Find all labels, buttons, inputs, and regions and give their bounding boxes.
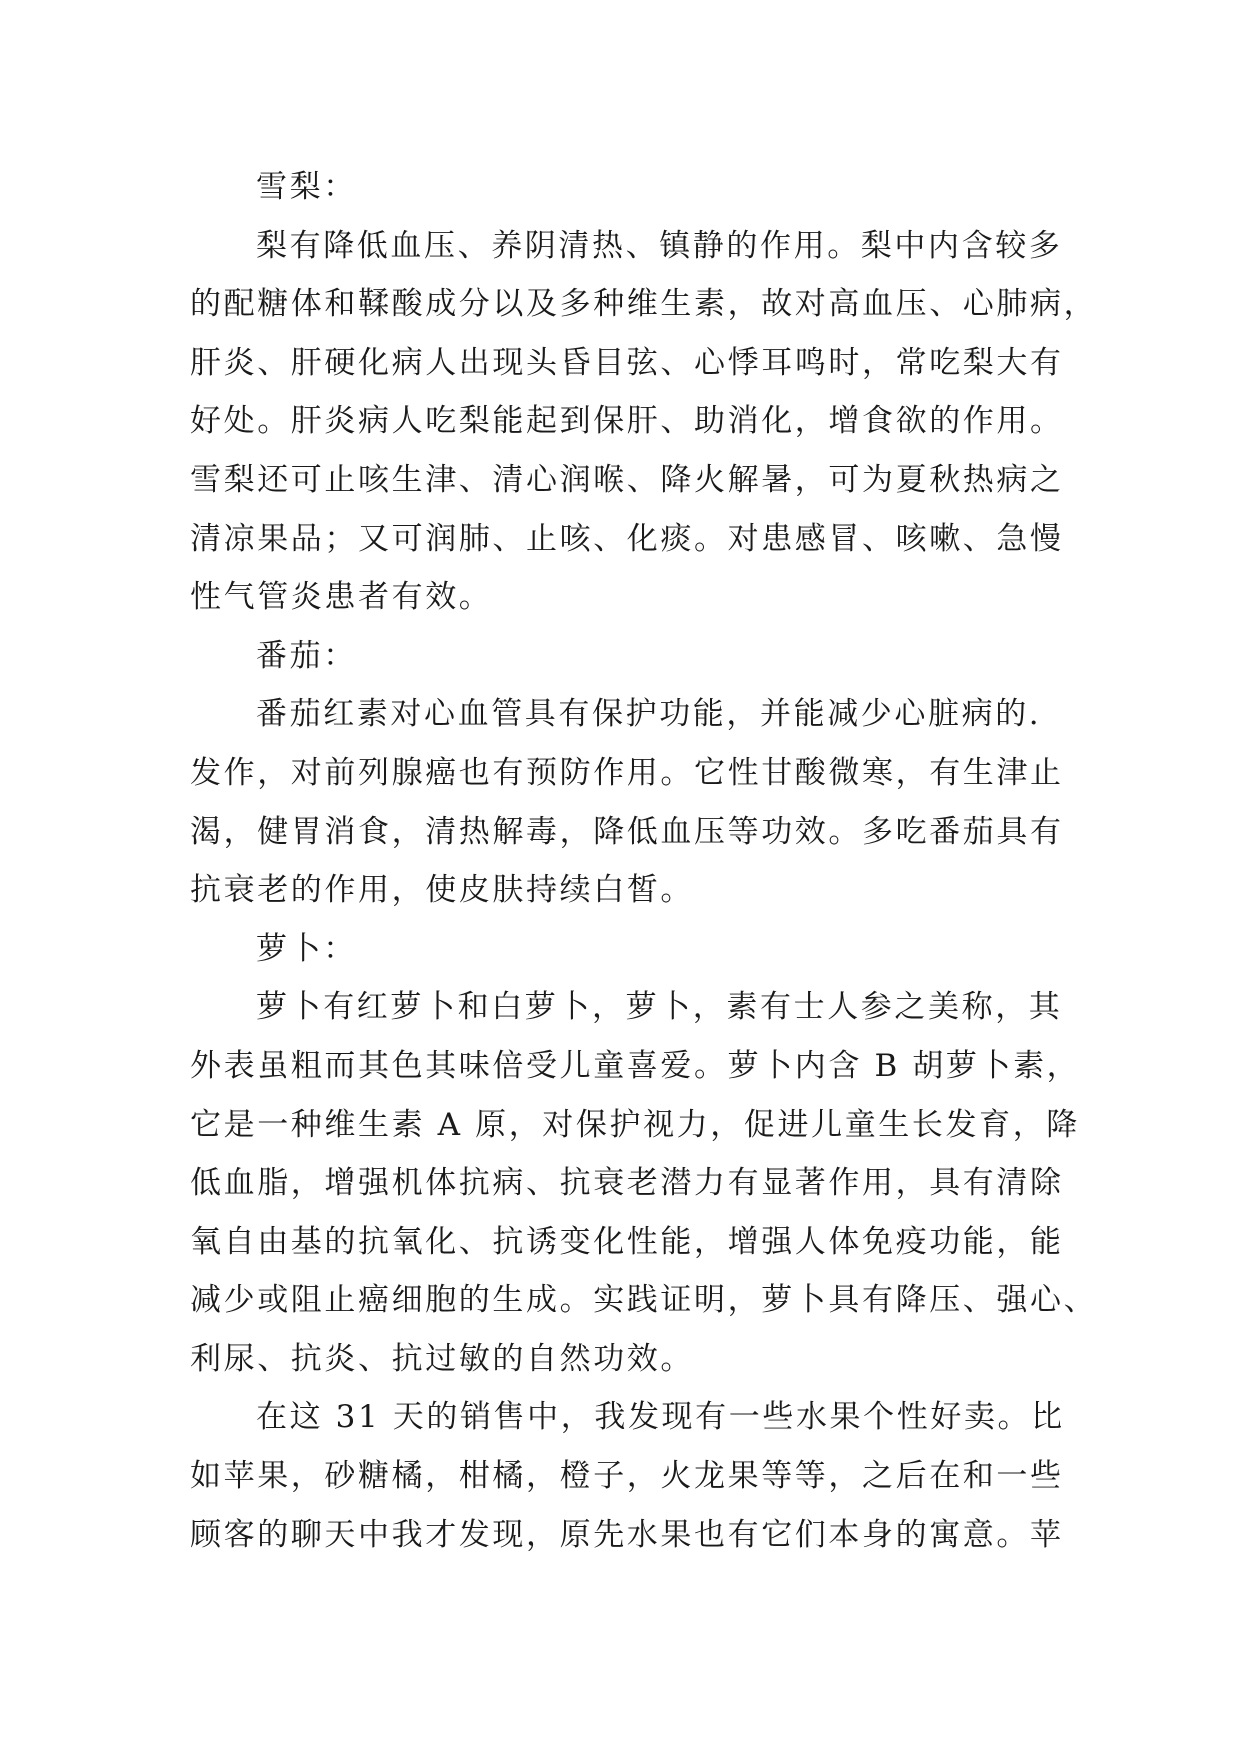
text-line: 顾客的聊天中我才发现，原先水果也有它们本身的寓意。苹 xyxy=(190,1516,1064,1553)
text-line: 番茄红素对心血管具有保护功能，并能减少心脏病的. xyxy=(256,696,1042,733)
heading-tomato xyxy=(190,627,1052,686)
text-line: 发作，对前列腺癌也有预防作用。它性甘酸微寒，有生津止 xyxy=(190,754,1064,791)
paragraph-tomato xyxy=(190,685,1064,919)
text-line: 外表虽粗而其色其味倍受儿童喜爱。萝卜内含 B 胡萝卜素， xyxy=(190,1047,1081,1084)
text-line: 减少或阻止癌细胞的生成。实践证明，萝卜具有降压、强心、 xyxy=(190,1282,1098,1319)
text-line: 清凉果品；又可润肺、止咳、化痰。对患感冒、咳嗽、急慢 xyxy=(190,520,1064,557)
paragraph-radish xyxy=(190,978,1098,1388)
text-line: 利尿、抗炎、抗过敏的自然功效。 xyxy=(190,1340,694,1377)
paragraph-sales xyxy=(190,1388,1065,1564)
text-line: 雪梨： xyxy=(256,169,357,205)
text-line: 肝炎、肝硬化病人出现头昏目弦、心悸耳鸣时，常吃梨大有 xyxy=(190,344,1064,381)
text-line: 雪梨还可止咳生津、清心润喉、降火解暑，可为夏秋热病之 xyxy=(190,461,1064,498)
text-line: 番茄： xyxy=(256,637,357,674)
text-line: 好处。肝炎病人吃梨能起到保肝、助消化，增食欲的作用。 xyxy=(190,403,1064,440)
text-line: 渴，健胃消食，清热解毒，降低血压等功效。多吃番茄具有 xyxy=(190,813,1064,850)
text-line: 萝卜： xyxy=(256,930,357,967)
text-line: 萝卜有红萝卜和白萝卜，萝卜，素有士人参之美称，其 xyxy=(256,989,1063,1026)
text-line: 梨有降低血压、养阴清热、镇静的作用。梨中内含较多 xyxy=(256,227,1063,264)
text-line: 低血脂，增强机体抗病、抗衰老潜力有显著作用，具有清除 xyxy=(190,1165,1064,1202)
text-line: 在这 31 天的销售中，我发现有一些水果个性好卖。比 xyxy=(256,1399,1065,1436)
text-line: 性气管炎患者有效。 xyxy=(190,579,493,616)
text-line: 氧自由基的抗氧化、抗诱变化性能，增强人体免疫功能，能 xyxy=(190,1223,1064,1260)
heading-snow-pear xyxy=(190,158,1052,217)
document-body xyxy=(190,158,1098,1564)
heading-radish xyxy=(190,920,1052,979)
text-line: 它是一种维生素 A 原，对保护视力，促进儿童生长发育，降 xyxy=(190,1106,1080,1143)
paragraph-snow-pear xyxy=(190,217,1098,627)
text-line: 的配糖体和鞣酸成分以及多种维生素，故对高血压、心肺病， xyxy=(190,286,1098,323)
text-line: 如苹果，砂糖橘，柑橘，橙子，火龙果等等，之后在和一些 xyxy=(190,1458,1064,1495)
text-line: 抗衰老的作用，使皮肤持续白皙。 xyxy=(190,872,694,909)
